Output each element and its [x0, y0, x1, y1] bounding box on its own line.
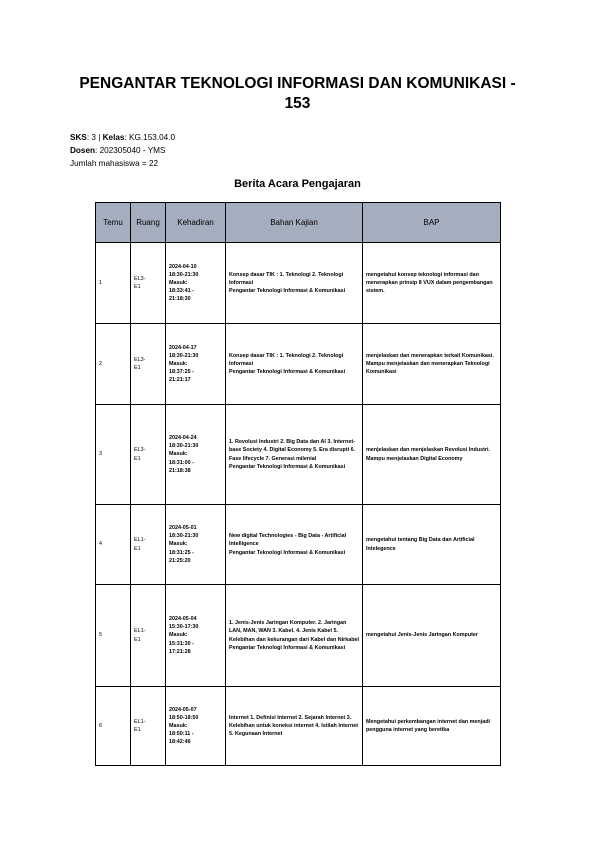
- cell-bap: mengetahui Jenis-Jenis Jaringan Komputer: [363, 585, 501, 687]
- meta-line-sks-kelas: [70, 131, 175, 144]
- cell-temu: 1: [96, 243, 131, 324]
- header-bap: BAP: [363, 203, 501, 243]
- cell-temu: 4: [96, 505, 131, 585]
- section-title: Berita Acara Pengajaran: [234, 178, 361, 190]
- kelas-label: Kelas: [102, 133, 125, 142]
- dosen-value: : 202305040 - YMS: [95, 146, 166, 155]
- table-row: [96, 324, 501, 405]
- cell-ruang: EL1- E1: [131, 687, 166, 766]
- cell-kehadiran: 2024-04-10 18:30-21:30 Masuk: 18:33:41 - 21:18:30: [166, 243, 226, 324]
- cell-temu: 6: [96, 687, 131, 766]
- bap-table: [95, 202, 501, 766]
- table-row: [96, 243, 501, 324]
- header-bahan-kajian: Bahan Kajian: [226, 203, 363, 243]
- cell-bahan-kajian: New digital Technologies - Big Data - Artificial Intelligence Pengantar Teknologi Informasi & Komunikasi: [226, 505, 363, 585]
- sks-value: : 3 |: [86, 133, 103, 142]
- table-header-row: [96, 203, 501, 243]
- cell-bap: Mengetahui perkembangan internet dan menjadi pengguna internet yang beretika: [363, 687, 501, 766]
- cell-temu: 3: [96, 405, 131, 505]
- cell-ruang: EL3- E1: [131, 405, 166, 505]
- cell-bap: menjelaskan dan menerapkan terkait Komunikasi. Mampu menjelaskan dan menerapkan Teknologi Komunikasi: [363, 324, 501, 405]
- header-kehadiran: Kehadiran: [166, 203, 226, 243]
- cell-kehadiran: 2024-04-24 18:30-21:30 Masuk: 18:31:00 - 21:18:38: [166, 405, 226, 505]
- cell-ruang: EL3- E1: [131, 243, 166, 324]
- student-count: Jumlah mahasiswa = 22: [70, 159, 159, 168]
- kelas-value: : KG.153.04.0: [124, 133, 176, 142]
- course-title: PENGANTAR TEKNOLOGI INFORMASI DAN KOMUNIKASI - 153: [79, 75, 516, 112]
- cell-bahan-kajian: Internet 1. Definisi Internet 2. Sejarah Internet 3. Kelebihan untuk koneksi internet 4. Istilah Internet 5. Kegunaan Internet: [226, 687, 363, 766]
- header-ruang: Ruang: [131, 203, 166, 243]
- table-row: [96, 505, 501, 585]
- table-row: [96, 405, 501, 505]
- cell-bahan-kajian: Konsep dasar TIK : 1. Teknologi 2. Teknologi Informasi Pengantar Teknologi Informasi & Komunikasi: [226, 324, 363, 405]
- header-temu: Temu: [96, 203, 131, 243]
- sks-label: SKS: [70, 133, 87, 142]
- cell-bap: menjelaskan dan menjelaskan Revolusi Industri. Mampu menjelaskan Digital Economy: [363, 405, 501, 505]
- cell-kehadiran: 2024-05-01 18:30-21:30 Masuk: 18:31:25 - 21:25:20: [166, 505, 226, 585]
- cell-bahan-kajian: 1. Jenis-Jenis Jaringan Komputer. 2. Jaringan LAN, MAN, WAN 3. Kabel. 4. Jenis Kabel 5. Kelebihan dan kekurangan dari Kabel dan Nirkabel Pengantar Teknologi Informasi & Komunikasi: [226, 585, 363, 687]
- cell-bap: mengetahui tentang Big Data dan Artificial Intelegence: [363, 505, 501, 585]
- cell-temu: 5: [96, 585, 131, 687]
- meta-line-dosen: [70, 144, 175, 157]
- cell-bahan-kajian: Konsep dasar TIK : 1. Teknologi 2. Teknologi Informasi Pengantar Teknologi Informasi & Komunikasi: [226, 243, 363, 324]
- cell-ruang: EL3- E1: [131, 324, 166, 405]
- cell-bap: mengetahui konsep teknologi informasi dan menerapkan prinsip 8 VUX dalam pengembangan sistem.: [363, 243, 501, 324]
- cell-kehadiran: 2024-05-04 15:30-17:30 Masuk: 15:31:30 - 17:21:28: [166, 585, 226, 687]
- cell-temu: 2: [96, 324, 131, 405]
- cell-ruang: EL1- E1: [131, 505, 166, 585]
- cell-bahan-kajian: 1. Revolusi Industri 2. Big Data dan AI 3. Internet-base Society 4. Digital Economy 5. Era disrupti 6. Fase lifecycle 7. Generasi milenial Pengantar Teknologi Informasi & Komunikasi: [226, 405, 363, 505]
- table-row: [96, 687, 501, 766]
- course-meta: [70, 131, 175, 170]
- cell-kehadiran: 2024-04-17 18:30-21:30 Masuk: 18:37:25 - 21:21:17: [166, 324, 226, 405]
- table-row: [96, 585, 501, 687]
- cell-ruang: EL1- E1: [131, 585, 166, 687]
- dosen-label: Dosen: [70, 146, 96, 155]
- cell-kehadiran: 2024-05-07 18:50-18:50 Masuk: 18:50:11 - 18:42:46: [166, 687, 226, 766]
